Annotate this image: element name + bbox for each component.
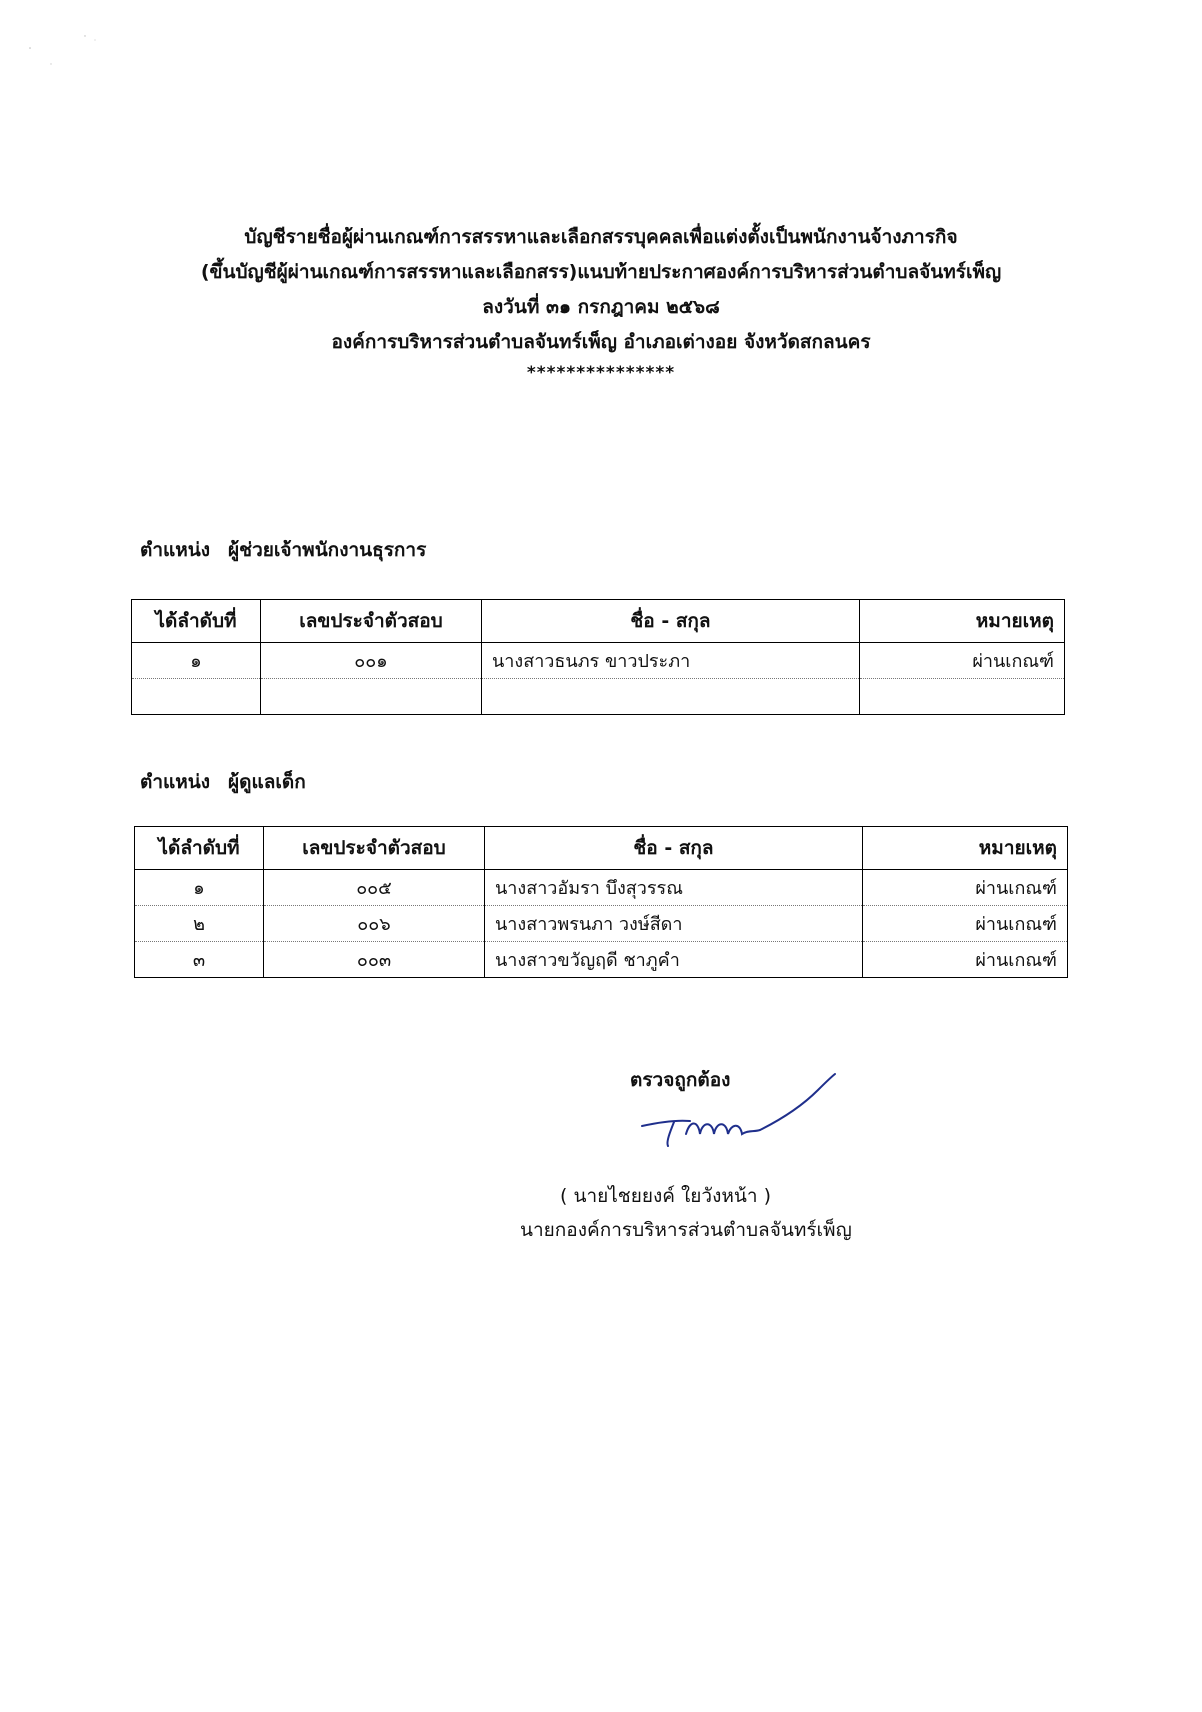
- table-row: [135, 870, 1068, 906]
- column-header-note: หมายเหตุ: [860, 600, 1065, 643]
- header-title-line: บัญชีรายชื่อผู้ผ่านเกณฑ์การสรรหาและเลือกสรรบุคคลเพื่อแต่งตั้งเป็นพนักงานจ้างภารกิจ: [244, 226, 958, 248]
- section2-position-label: [140, 767, 306, 797]
- cell-name: นางสาวอัมรา บึงสุวรรณ: [485, 870, 863, 906]
- column-header-rank: ได้ลำดับที่: [135, 827, 264, 870]
- scan-specks: [25, 30, 105, 80]
- column-header-exam-id: เลขประจำตัวสอบ: [261, 600, 482, 643]
- cell-name: นางสาวธนภร ขาวประภา: [482, 643, 860, 679]
- cell-exam-id: ๐๐๓: [264, 942, 485, 978]
- position-prefix: ตำแหน่ง: [140, 539, 211, 561]
- cell-name: นางสาวพรนภา วงษ์สีดา: [485, 906, 863, 942]
- handwritten-signature: [630, 1070, 860, 1155]
- table-header-row: [132, 600, 1065, 643]
- section2-table: [134, 826, 1068, 978]
- cell-rank: ๑: [132, 643, 261, 679]
- table-header-row: [135, 827, 1068, 870]
- position-name: ผู้ดูแลเด็ก: [228, 771, 306, 793]
- table-row: [135, 906, 1068, 942]
- cell-rank: ๓: [135, 942, 264, 978]
- cell-exam-id: ๐๐๕: [264, 870, 485, 906]
- header-separator: ***************: [526, 363, 676, 383]
- position-name: ผู้ช่วยเจ้าพนักงานธุรการ: [228, 539, 427, 561]
- cell-note: ผ่านเกณฑ์: [863, 906, 1068, 942]
- cell-note: [860, 679, 1065, 715]
- column-header-exam-id: เลขประจำตัวสอบ: [264, 827, 485, 870]
- column-header-rank: ได้ลำดับที่: [132, 600, 261, 643]
- cell-exam-id: ๐๐๖: [264, 906, 485, 942]
- table-row: [135, 942, 1068, 978]
- cell-name: นางสาวขวัญฤดี ชาภูคำ: [485, 942, 863, 978]
- cell-exam-id: ๐๐๑: [261, 643, 482, 679]
- cell-note: ผ่านเกณฑ์: [863, 942, 1068, 978]
- column-header-name: ชื่อ - สกุล: [482, 600, 860, 643]
- table-row: [132, 643, 1065, 679]
- cell-rank: ๑: [135, 870, 264, 906]
- signatory-title: นายกองค์การบริหารส่วนตำบลจันทร์เพ็ญ: [520, 1219, 852, 1241]
- document-header: [0, 220, 1202, 386]
- cell-note: ผ่านเกณฑ์: [863, 870, 1068, 906]
- cell-rank: ๒: [135, 906, 264, 942]
- signatory-name: ( นายไชยยงค์ ใยวังหน้า ): [560, 1185, 771, 1207]
- column-header-name: ชื่อ - สกุล: [485, 827, 863, 870]
- section1-position-label: [140, 535, 426, 565]
- table-row: [132, 679, 1065, 715]
- cell-rank: [132, 679, 261, 715]
- column-header-note: หมายเหตุ: [863, 827, 1068, 870]
- cell-name: [482, 679, 860, 715]
- header-date-line: ลงวันที่ ๓๑ กรกฎาคม ๒๕๖๘: [482, 296, 720, 318]
- header-organization-line: องค์การบริหารส่วนตำบลจันทร์เพ็ญ อำเภอเต่างอย จังหวัดสกลนคร: [331, 331, 871, 353]
- cell-exam-id: [261, 679, 482, 715]
- position-prefix: ตำแหน่ง: [140, 771, 211, 793]
- header-subtitle-line: (ขึ้นบัญชีผู้ผ่านเกณฑ์การสรรหาและเลือกสรร)แนบท้ายประกาศองค์การบริหารส่วนตำบลจันทร์เพ็ญ: [200, 261, 1002, 283]
- verified-label: ตรวจถูกต้อง: [630, 1069, 731, 1091]
- section1-table: [131, 599, 1065, 715]
- cell-note: ผ่านเกณฑ์: [860, 643, 1065, 679]
